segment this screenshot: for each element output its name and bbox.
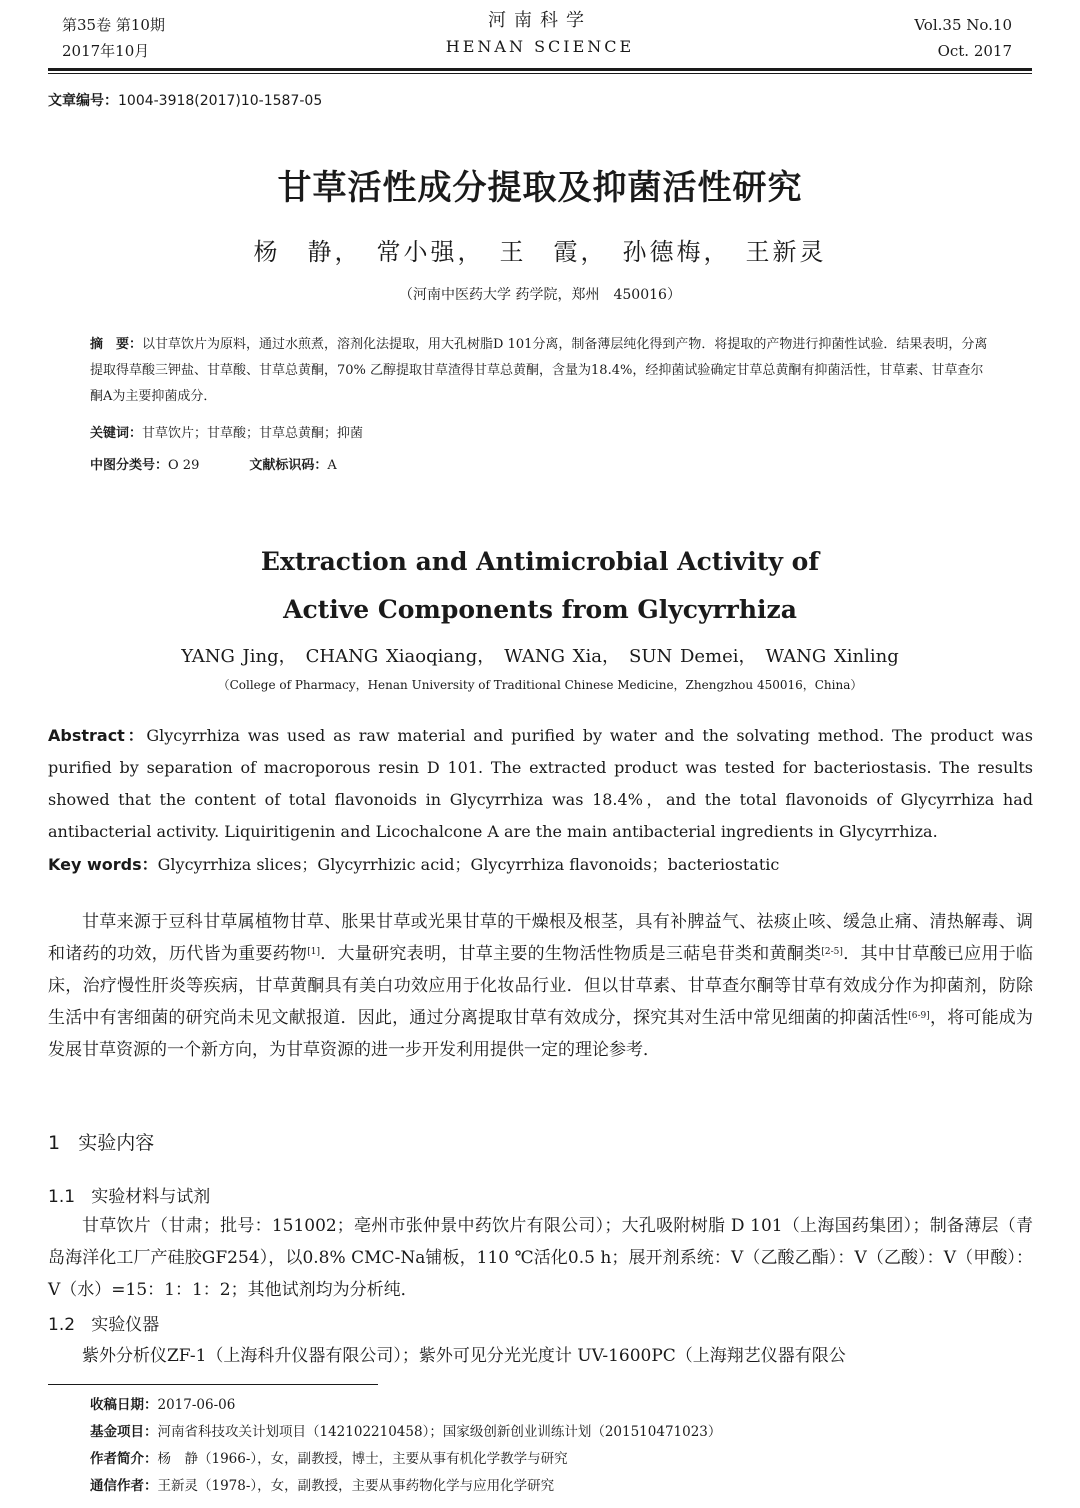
keywords-cn-text: 甘草饮片；甘草酸；甘草总黄酮；抑菌 [142,426,364,441]
footnote-label: 基金项目： [90,1424,158,1440]
paper-title-cn: 甘草活性成分提取及抑菌活性研究 [277,168,803,208]
header-rule-thick [48,68,1032,71]
affiliation-en: （College of Pharmacy，Henan University of Traditional Chinese Medicine，Zhengzhou 450016，China） [217,678,863,692]
footnote-text: 杨 静（1966-），女，副教授，博士，主要从事有机化学教学与研究 [157,1451,568,1467]
header-rule-thin [48,73,1032,74]
abstract-en-text: Glycyrrhiza was used as raw material and purified by water and the solvating method. The product was purified by separation of macroporous resin D 101. The extracted product was tested for bacteriostasis. The results showed that the content of total flavonoids in Glycyrrhiza was 18.4%，and the total flavonoids of Glycyrrhiza had antibacterial activity. Liquiritigenin and Licochalcone A are the main antibacterial ingredients in Glycyrrhiza. [48,726,1033,841]
section-title: 实验内容 [78,1132,155,1154]
intro-text-1: 甘草来源于豆科甘草属植物甘草、胀果甘草或光果甘草的干燥根及根茎，具有补脾益气、祛痰止咳、缓急止痛、清热解毒、调和诸药的功效，历代皆为重要药物 [48,912,1033,964]
issue-date-en: Oct. 2017 [937,42,1012,60]
section-heading-1-1 [48,1182,210,1207]
keywords-en-text: Glycyrrhiza slices；Glycyrrhizic acid；Glycyrrhiza flavonoids；bacteriostatic [157,855,780,874]
section-1-1-paragraph: 甘草饮片（甘肃；批号：151002；亳州市张仲景中药饮片有限公司）；大孔吸附树脂 D 101（上海国药集团）；制备薄层（青岛海洋化工厂产硅胶GF254），以0.8% CMC-Na铺板，110 ℃活化0.5 h；展开剂系统：V（乙酸乙酯）：V（乙酸）：V（甲酸）：V（水）=15：1：1：2；其他试剂均为分析纯． [48,1216,1033,1300]
article-number-label: 文章编号： [48,93,118,109]
abstract-en-label: Abstract： [48,726,147,745]
footnote-label: 通信作者： [90,1478,158,1494]
issue-date-cn: 2017年10月 [62,42,150,60]
clc-value: O 29 [168,458,200,473]
paper-title-en-line1: Extraction and Antimicrobial Activity of [260,547,820,576]
journal-name-cn: 河南科学 [488,10,592,31]
footnote-rule [48,1384,378,1385]
footnote-funding [90,1419,721,1446]
authors-cn: 杨 静， 常小强， 王 霞， 孙德梅， 王新灵 [253,238,827,266]
keywords-cn [90,422,363,441]
clc-label: 中图分类号： [90,458,169,473]
classification-codes [90,454,337,473]
section-number: 1.2 [48,1315,76,1335]
citation-ref: [1] [307,947,320,957]
volume-issue-en: Vol.35 No.10 [914,16,1012,34]
article-number-value: 1004-3918(2017)10-1587-05 [118,93,323,109]
doc-code-label: 文献标识码： [249,458,328,473]
footnote-label: 收稿日期： [90,1397,158,1413]
intro-text-4: ，将可能成为发展甘草资源的一个新方向，为甘草资源的进一步开发利用提供一定的理论参考． [48,1008,1034,1060]
article-number [48,90,322,110]
doc-code-value: A [327,458,337,473]
footnote-received [90,1392,721,1419]
authors-en: YANG Jing， CHANG Xiaoqiang， WANG Xia， SUN Demei， WANG Xinling [181,646,899,667]
footnote-author-bio [90,1446,721,1473]
section-1-2-paragraph: 紫外分析仪ZF-1（上海科升仪器有限公司）；紫外可见分光光度计 UV-1600PC（上海翔艺仪器有限公 [82,1346,846,1366]
intro-text-3: ．其中甘草酸已应用于临床，治疗慢性肝炎等疾病，甘草黄酮具有美白功效应用于化妆品行业．但以甘草素、甘草查尔酮等甘草有效成分作为抑菌剂，防除生活中有害细菌的研究尚未见文献报道．因此，通过分离提取甘草有效成分，探究其对生活中常见细菌的抑菌活性 [48,944,1034,1028]
affiliation-cn: （河南中医药大学 药学院，郑州 450016） [399,287,681,303]
footnote-label: 作者简介： [90,1451,158,1467]
abstract-cn-text: 以甘草饮片为原料，通过水煎煮，溶剂化法提取，用大孔树脂D 101分离，制备薄层纯化得到产物．将提取的产物进行抑菌性试验．结果表明，分离提取得草酸三钾盐、甘草酸、甘草总黄酮，70% 乙醇提取甘草渣得甘草总黄酮，含量为18.4%，经抑菌试验确定甘草总黄酮有抑菌活性，甘草素、甘草查尔酮A为主要抑菌成分． [90,337,988,404]
section-heading-1 [48,1128,154,1155]
paper-title-en-line2: Active Components from Glycyrrhiza [283,595,797,624]
section-number: 1 [48,1132,61,1154]
footnotes [90,1392,721,1500]
abstract-cn [90,332,994,410]
citation-ref: [2-5] [821,947,843,957]
abstract-cn-label: 摘 要： [90,337,143,352]
section-heading-1-2 [48,1310,159,1335]
footnote-text: 王新灵（1978-），女，副教授，主要从事药物化学与应用化学研究 [157,1478,555,1494]
keywords-en-label: Key words： [48,855,158,874]
paper-title-en [0,538,1080,634]
intro-text-2: ．大量研究表明，甘草主要的生物活性物质是三萜皂苷类和黄酮类 [319,944,822,964]
section-title: 实验仪器 [91,1315,160,1335]
intro-paragraph [48,906,1033,1066]
journal-volume-info-en [914,12,1012,64]
citation-ref: [6-9] [908,1011,930,1021]
section-number: 1.1 [48,1187,76,1207]
footnote-text: 河南省科技攻关计划项目（142102210458）；国家级创新创业训练计划（201510471023） [157,1424,722,1440]
journal-name-en: HENAN SCIENCE [445,37,635,56]
footnote-text: 2017-06-06 [157,1397,236,1413]
keywords-en [48,850,779,880]
abstract-en [48,720,1033,848]
section-title: 实验材料与试剂 [91,1187,211,1207]
keywords-cn-label: 关键词： [90,426,143,441]
volume-issue: 第35卷 第10期 [62,16,165,34]
footnote-corresponding [90,1473,721,1500]
